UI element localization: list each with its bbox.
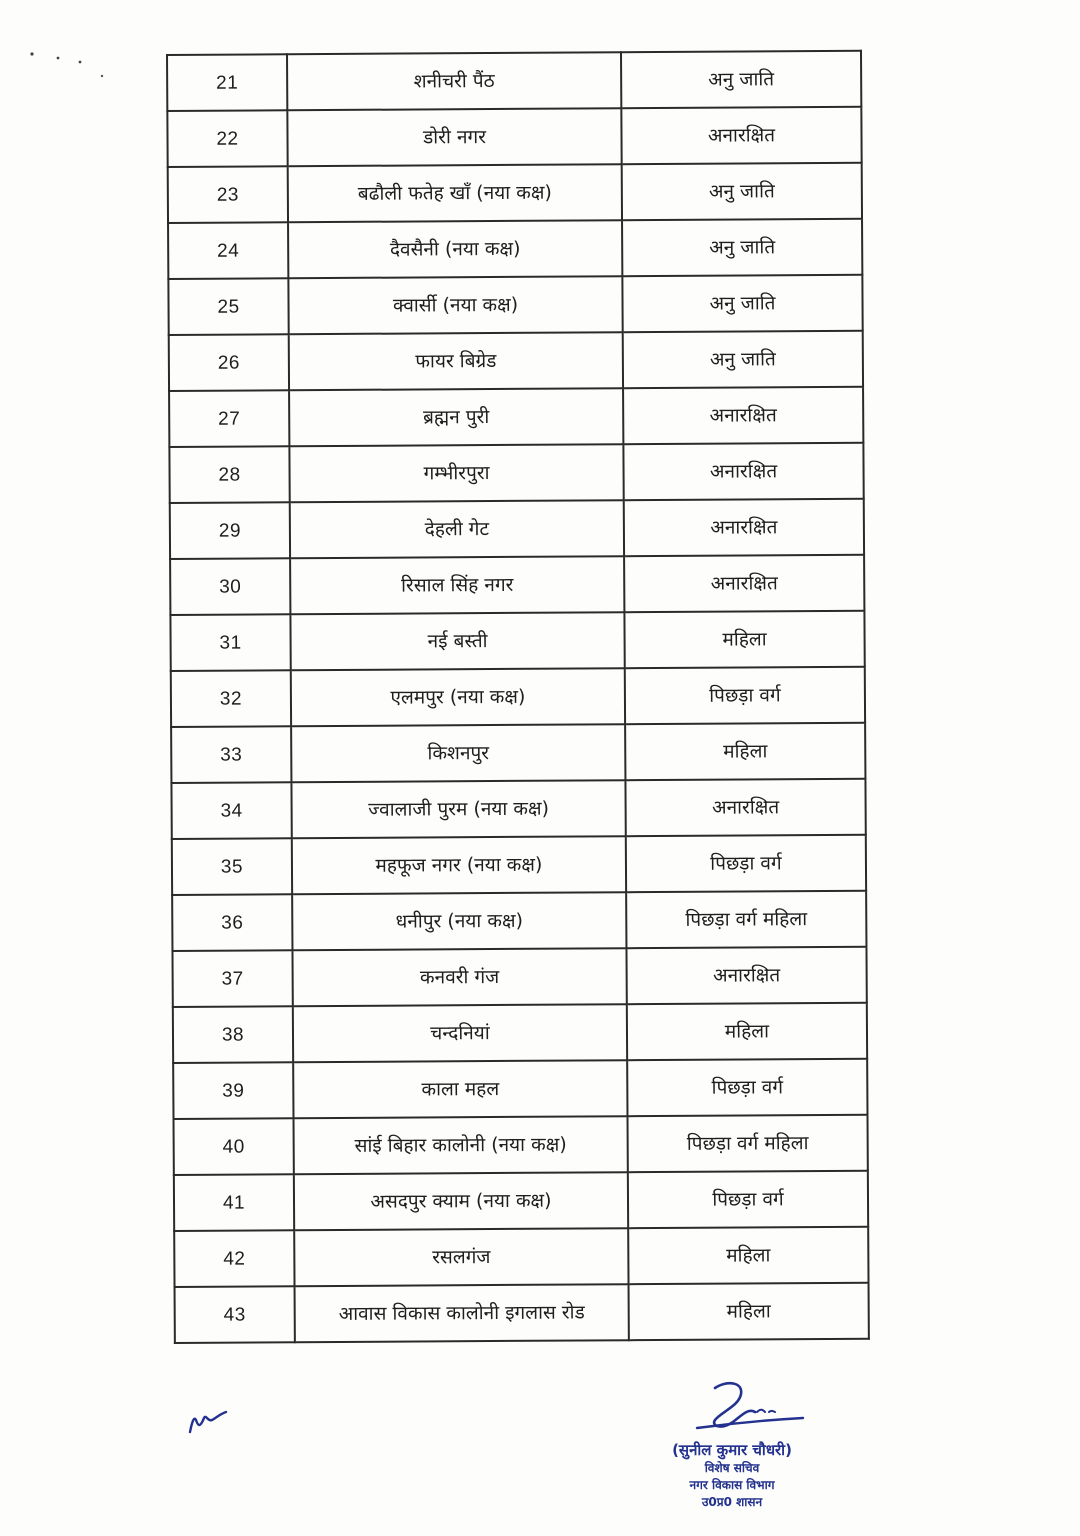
ward-name-cell: महफूज नगर (नया कक्ष) — [292, 836, 626, 894]
ward-name-cell: काला महल — [293, 1060, 627, 1118]
ward-number-cell: 32 — [171, 670, 291, 727]
ward-name-cell: चन्दनियां — [293, 1004, 627, 1062]
reservation-category-cell: पिछड़ा वर्ग — [627, 1059, 867, 1116]
ward-name-cell: फायर बिग्रेड — [289, 332, 623, 390]
ward-name-cell: दैवसैनी (नया कक्ष) — [288, 220, 622, 278]
ward-number-cell: 24 — [168, 222, 288, 279]
ward-name-cell: बढौली फतेह खाँ (नया कक्ष) — [288, 164, 622, 222]
table-row — [174, 1115, 868, 1175]
reservation-category-cell: अनारक्षित — [623, 387, 863, 444]
ward-name-cell: ज्वालाजी पुरम (नया कक्ष) — [291, 780, 625, 838]
reservation-category-cell: अनु जाति — [623, 331, 863, 388]
reservation-category-cell: पिछड़ा वर्ग महिला — [626, 891, 866, 948]
table-row — [170, 499, 864, 559]
initials-scribble — [186, 1406, 230, 1436]
reservation-category-cell: अनारक्षित — [624, 499, 864, 556]
ward-number-cell: 40 — [174, 1118, 294, 1175]
reservation-category-cell: अनु जाति — [622, 163, 862, 220]
ward-number-cell: 39 — [173, 1062, 293, 1119]
reservation-category-cell: अनु जाति — [622, 219, 862, 276]
table-row — [167, 107, 861, 167]
ward-number-cell: 35 — [172, 838, 292, 895]
handwritten-signature — [657, 1378, 807, 1440]
reservation-category-cell: अनारक्षित — [623, 443, 863, 500]
reservation-category-cell: महिला — [629, 1283, 869, 1340]
ward-number-cell: 34 — [171, 782, 291, 839]
reservation-category-cell: अनारक्षित — [626, 947, 866, 1004]
reservation-category-cell: पिछड़ा वर्ग — [626, 835, 866, 892]
ward-name-cell: एलमपुर (नया कक्ष) — [291, 668, 625, 726]
ward-name-cell: क्वार्सी (नया कक्ष) — [288, 276, 622, 334]
reservation-category-cell: अनारक्षित — [625, 779, 865, 836]
ward-number-cell: 22 — [167, 110, 287, 167]
ward-number-cell: 21 — [167, 54, 287, 111]
table-row — [175, 1283, 869, 1343]
signatory-designation: विशेष सचिव — [704, 1461, 760, 1475]
reservation-category-cell: पिछड़ा वर्ग — [625, 667, 865, 724]
ward-number-cell: 28 — [169, 446, 289, 503]
ward-name-cell: देहली गेट — [290, 500, 624, 558]
ward-name-cell: आवास विकास कालोनी इगलास रोड — [295, 1284, 629, 1342]
reservation-category-cell: अनारक्षित — [624, 555, 864, 612]
table-row — [168, 219, 862, 279]
table-row — [171, 667, 865, 727]
table-row — [167, 51, 861, 111]
ward-reservation-table-wrapper — [166, 50, 862, 1344]
scan-speck-marks — [28, 48, 108, 78]
signature-block — [632, 1378, 832, 1511]
ward-number-cell: 26 — [169, 334, 289, 391]
table-row — [173, 1003, 867, 1063]
ward-name-cell: शनीचरी पैंठ — [287, 52, 621, 110]
reservation-category-cell: अनारक्षित — [621, 107, 861, 164]
ward-name-cell: रसलगंज — [294, 1228, 628, 1286]
signatory-office: उ0प्र0 शासन — [701, 1495, 763, 1509]
ward-name-cell: डोरी नगर — [287, 108, 621, 166]
ward-name-cell: ब्रह्मन पुरी — [289, 388, 623, 446]
ward-name-cell: सांई बिहार कालोनी (नया कक्ष) — [294, 1116, 628, 1174]
table-row — [172, 891, 866, 951]
ward-number-cell: 42 — [174, 1230, 294, 1287]
reservation-category-cell: पिछड़ा वर्ग महिला — [627, 1115, 867, 1172]
ward-name-cell: धनीपुर (नया कक्ष) — [292, 892, 626, 950]
table-row — [170, 555, 864, 615]
ward-name-cell: किशनपुर — [291, 724, 625, 782]
table-row — [172, 835, 866, 895]
reservation-category-cell: महिला — [624, 611, 864, 668]
ward-number-cell: 41 — [174, 1174, 294, 1231]
ward-name-cell: कनवरी गंज — [292, 948, 626, 1006]
ward-number-cell: 23 — [168, 166, 288, 223]
table-row — [170, 611, 864, 671]
table-row — [174, 1227, 868, 1287]
ward-table-body — [167, 51, 869, 1343]
table-row — [169, 387, 863, 447]
ward-number-cell: 37 — [172, 950, 292, 1007]
signatory-name: (सुनील कुमार चौधरी) — [672, 1441, 792, 1459]
table-row — [174, 1171, 868, 1231]
ward-number-cell: 25 — [168, 278, 288, 335]
reservation-category-cell: महिला — [628, 1227, 868, 1284]
signatory-department: नगर विकास विभाग — [689, 1478, 775, 1492]
table-row — [169, 331, 863, 391]
table-row — [171, 779, 865, 839]
reservation-category-cell: अनु जाति — [621, 51, 861, 108]
ward-number-cell: 38 — [173, 1006, 293, 1063]
table-row — [168, 275, 862, 335]
table-row — [171, 723, 865, 783]
ward-name-cell: असदपुर क्याम (नया कक्ष) — [294, 1172, 628, 1230]
ward-number-cell: 31 — [170, 614, 290, 671]
ward-number-cell: 36 — [172, 894, 292, 951]
table-row — [168, 163, 862, 223]
ward-reservation-table — [166, 50, 870, 1344]
ward-number-cell: 27 — [169, 390, 289, 447]
ward-number-cell: 33 — [171, 726, 291, 783]
ward-number-cell: 43 — [175, 1286, 295, 1343]
ward-number-cell: 30 — [170, 558, 290, 615]
reservation-category-cell: अनु जाति — [622, 275, 862, 332]
ward-number-cell: 29 — [170, 502, 290, 559]
ward-name-cell: गम्भीरपुरा — [289, 444, 623, 502]
reservation-category-cell: महिला — [627, 1003, 867, 1060]
table-row — [172, 947, 866, 1007]
ward-name-cell: नई बस्ती — [290, 612, 624, 670]
reservation-category-cell: महिला — [625, 723, 865, 780]
table-row — [173, 1059, 867, 1119]
ward-name-cell: रिसाल सिंह नगर — [290, 556, 624, 614]
reservation-category-cell: पिछड़ा वर्ग — [628, 1171, 868, 1228]
table-row — [169, 443, 863, 503]
